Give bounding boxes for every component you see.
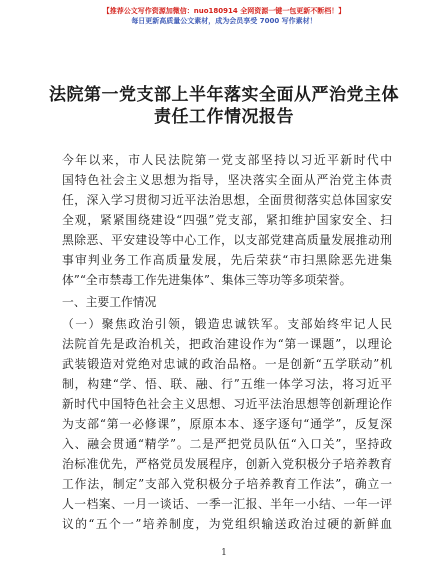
body-line: 任，深入学习贯彻习近平法治思想，全面贯彻落实总体国家安: [62, 193, 392, 207]
body-line: 今年以来，市人民法院第一党支部坚持以习近平新时代中: [62, 153, 392, 167]
body-line: 国特色社会主义思想为指导，坚决落实全面从严治党主体责: [62, 173, 392, 187]
body-line: 工作法，制定”支部入党积极分子培养教育工作法”，确立一: [62, 477, 392, 491]
body-line: 黑除恶、平安建设等中心工作，以支部党建高质量发展推动刑: [62, 233, 392, 247]
body-line: 法院首先是政治机关，把政治建设作为“第一课题”，以理论: [62, 337, 392, 351]
body-line: 制，构建“学、悟、联、融、行”五维一体学习法，将习近平: [62, 377, 392, 391]
body-line: 议的“五个一”培养制度，为党组织输送政治过硬的新鲜血: [62, 517, 392, 531]
body-line: 体”“全市禁毒工作先进集体”、集体三等功等多项荣誉。: [62, 273, 352, 287]
body-line: （一）聚焦政治引领，锻造忠诚铁军。支部始终牢记人民: [62, 317, 392, 331]
body-line: 治标准优先，严格党员发展程序，创新入党积极分子培养教育: [62, 457, 392, 471]
promo-banner-line-1: 【推荐公文写作资源加微信：nuo180914 全网资源一键一包更新不断档！】: [102, 7, 346, 15]
body-line: 全观，紧紧围绕建设“四强”党支部，紧扣维护国家安全、扫: [62, 213, 392, 227]
body-line: 为支部“第一必修课”，原原本本、逐字逐句“通学”，反复深: [62, 417, 392, 431]
document-title-line-2: 责任工作情况报告: [154, 107, 294, 127]
promo-banner: [0, 6, 448, 26]
page-number: 1: [221, 548, 227, 558]
body-line: 入、融会贯通“精学”。二是严把党员队伍“入口关”，坚持政: [62, 437, 392, 451]
document-title-line-1: 法院第一党支部上半年落实全面从严治党主体: [49, 85, 399, 105]
section-heading: 一、主要工作情况: [62, 295, 157, 309]
body-line: 新时代中国特色社会主义思想、习近平法治思想等创新理论作: [62, 397, 392, 411]
promo-banner-line-2: 每日更新高质量公文素材，成为会员享受 7000 写作素材！: [131, 17, 317, 25]
body-line: 武装锻造对党绝对忠诚的政治品格。一是创新“五学联动”机: [62, 357, 392, 371]
body-line: 事审判业务工作高质量发展，先后荣获“市扫黑除恶先进集: [62, 253, 392, 267]
body-line: 人一档案、一月一谈话、一季一汇报、半年一小结、一年一评: [62, 497, 392, 511]
